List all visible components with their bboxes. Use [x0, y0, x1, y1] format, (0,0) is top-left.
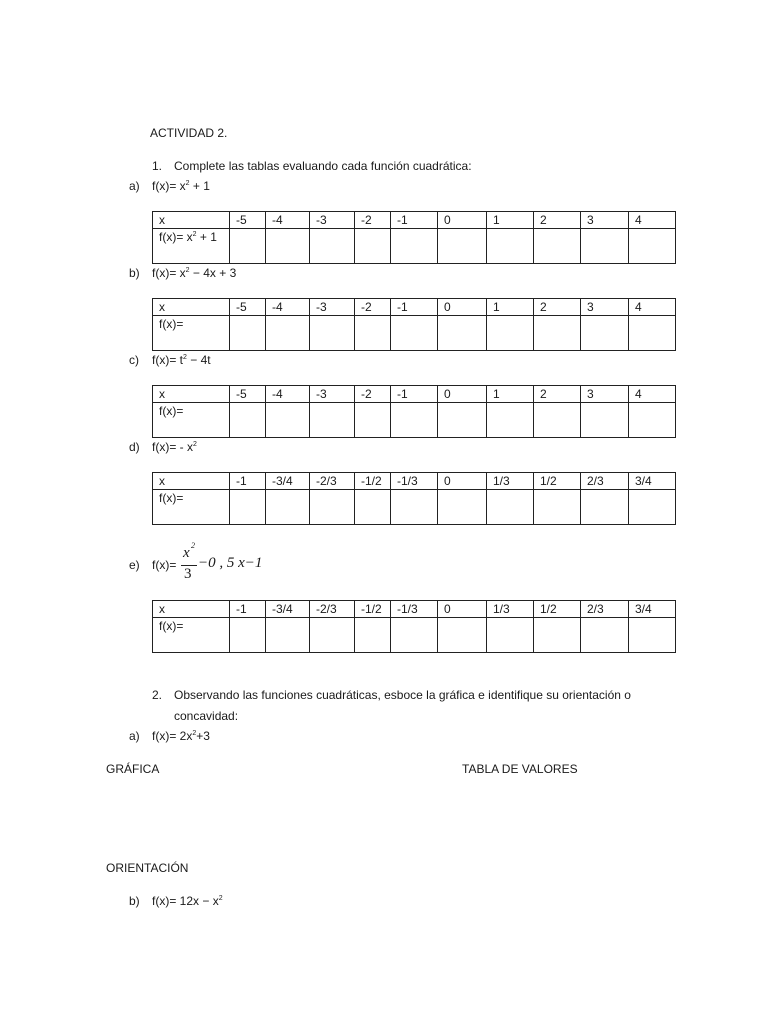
- answer-cell[interactable]: [230, 403, 266, 438]
- answer-cell[interactable]: [629, 316, 676, 351]
- item-b-letter: b): [129, 266, 140, 280]
- x-value-cell: -4: [266, 386, 310, 403]
- x-value-cell: 4: [629, 299, 676, 316]
- x-value-cell: 4: [629, 212, 676, 229]
- table-e: [152, 600, 676, 653]
- answer-cell[interactable]: [487, 403, 534, 438]
- answer-cell[interactable]: [310, 490, 355, 525]
- answer-cell[interactable]: [629, 618, 676, 653]
- answer-cell[interactable]: [355, 229, 391, 264]
- answer-cell[interactable]: [310, 403, 355, 438]
- orientacion-label: ORIENTACIÓN: [106, 861, 189, 875]
- answer-cell[interactable]: [438, 316, 487, 351]
- x-value-cell: 1/2: [534, 473, 581, 490]
- table-row-x: [153, 299, 676, 316]
- row-label-fx: f(x)=: [153, 316, 230, 351]
- formula-numerator: x: [183, 545, 190, 561]
- x-value-cell: 0: [438, 473, 487, 490]
- x-value-cell: -2/3: [310, 601, 355, 618]
- q2-b-function: $f(x)= 12x - x^2$: [152, 894, 223, 908]
- answer-cell[interactable]: [310, 229, 355, 264]
- row-label-x: x: [153, 299, 230, 316]
- item-a-letter: a): [129, 179, 140, 193]
- x-value-cell: -1/3: [391, 473, 438, 490]
- formula-rest: −0 , 5 x−1: [198, 555, 263, 571]
- x-value-cell: 0: [438, 299, 487, 316]
- q2-number: 2.: [152, 688, 163, 702]
- x-value-cell: 3: [581, 386, 629, 403]
- x-value-cell: 2/3: [581, 473, 629, 490]
- answer-cell[interactable]: [581, 316, 629, 351]
- item-e-function-prefix: f(x)=: [152, 558, 177, 572]
- x-value-cell: -1: [230, 473, 266, 490]
- x-value-cell: -3/4: [266, 473, 310, 490]
- tabla-valores-label: TABLA DE VALORES: [462, 762, 578, 776]
- answer-cell[interactable]: [534, 316, 581, 351]
- row-label-x: x: [153, 473, 230, 490]
- table-row-fx: [153, 403, 676, 438]
- answer-cell[interactable]: [438, 618, 487, 653]
- x-value-cell: -1: [391, 386, 438, 403]
- answer-cell[interactable]: [266, 490, 310, 525]
- row-label-fx: $f(x)= x^2 + 1$: [153, 229, 230, 264]
- x-value-cell: -1: [230, 601, 266, 618]
- answer-cell[interactable]: [581, 403, 629, 438]
- answer-cell[interactable]: [230, 618, 266, 653]
- x-value-cell: 3: [581, 212, 629, 229]
- x-value-cell: 2: [534, 386, 581, 403]
- answer-cell[interactable]: [266, 316, 310, 351]
- answer-cell[interactable]: [391, 403, 438, 438]
- answer-cell[interactable]: [438, 403, 487, 438]
- answer-cell[interactable]: [355, 403, 391, 438]
- item-e-letter: e): [129, 558, 140, 572]
- item-a-function: $f(x)= x^2 + 1$: [152, 179, 210, 193]
- answer-cell[interactable]: [629, 490, 676, 525]
- answer-cell[interactable]: [230, 316, 266, 351]
- table-row-fx: [153, 229, 676, 264]
- q2-a-letter: a): [129, 729, 140, 743]
- answer-cell[interactable]: [355, 618, 391, 653]
- answer-cell[interactable]: [487, 618, 534, 653]
- x-value-cell: 1: [487, 299, 534, 316]
- formula-exponent: 2: [191, 541, 195, 550]
- x-value-cell: 2: [534, 212, 581, 229]
- x-value-cell: 1: [487, 212, 534, 229]
- x-value-cell: 0: [438, 601, 487, 618]
- x-value-cell: -1/3: [391, 601, 438, 618]
- answer-cell[interactable]: [391, 316, 438, 351]
- x-value-cell: -1/2: [355, 473, 391, 490]
- formula-denominator: 3: [184, 566, 192, 582]
- grafica-label: GRÁFICA: [106, 762, 160, 776]
- x-value-cell: -1: [391, 212, 438, 229]
- answer-cell[interactable]: [355, 316, 391, 351]
- table-row-fx: [153, 618, 676, 653]
- answer-cell[interactable]: [391, 490, 438, 525]
- answer-cell[interactable]: [266, 403, 310, 438]
- x-value-cell: 3/4: [629, 473, 676, 490]
- answer-cell[interactable]: [487, 316, 534, 351]
- x-value-cell: -4: [266, 299, 310, 316]
- item-c-function: $f(x)= t^2 - 4t$: [152, 353, 211, 367]
- x-value-cell: 0: [438, 212, 487, 229]
- answer-cell[interactable]: [230, 490, 266, 525]
- x-value-cell: -1: [391, 299, 438, 316]
- x-value-cell: 2/3: [581, 601, 629, 618]
- x-value-cell: -3: [310, 386, 355, 403]
- x-value-cell: 3: [581, 299, 629, 316]
- x-value-cell: -2: [355, 299, 391, 316]
- table-row-x: [153, 212, 676, 229]
- row-label-x: x: [153, 212, 230, 229]
- table-row-x: [153, 473, 676, 490]
- x-value-cell: -2: [355, 386, 391, 403]
- q2-b-letter: b): [129, 894, 140, 908]
- answer-cell[interactable]: [581, 618, 629, 653]
- q1-text: Complete las tablas evaluando cada función cuadrática:: [174, 159, 472, 173]
- answer-cell[interactable]: [581, 490, 629, 525]
- answer-cell[interactable]: [629, 403, 676, 438]
- item-d-function: $f(x)= - x^2$: [152, 440, 197, 454]
- x-value-cell: -2: [355, 212, 391, 229]
- table-row-x: [153, 386, 676, 403]
- x-value-cell: -4: [266, 212, 310, 229]
- row-label-x: x: [153, 601, 230, 618]
- x-value-cell: -3: [310, 299, 355, 316]
- answer-cell[interactable]: [629, 229, 676, 264]
- answer-cell[interactable]: [487, 490, 534, 525]
- x-value-cell: -1/2: [355, 601, 391, 618]
- activity-title: ACTIVIDAD 2.: [150, 126, 228, 140]
- table-c: [152, 385, 676, 438]
- x-value-cell: -3/4: [266, 601, 310, 618]
- x-value-cell: 1: [487, 386, 534, 403]
- table-a: [152, 211, 676, 264]
- answer-cell[interactable]: [438, 229, 487, 264]
- x-value-cell: 0: [438, 386, 487, 403]
- answer-cell[interactable]: [355, 490, 391, 525]
- table-row-x: [153, 601, 676, 618]
- q2-a-function: $f(x)= 2x^2+3$: [152, 729, 210, 743]
- table-d: [152, 472, 676, 525]
- table-row-fx: [153, 490, 676, 525]
- answer-cell[interactable]: [310, 316, 355, 351]
- row-label-fx: f(x)=: [153, 490, 230, 525]
- answer-cell[interactable]: [391, 618, 438, 653]
- table-row-fx: [153, 316, 676, 351]
- row-label-x: x: [153, 386, 230, 403]
- q1-number: 1.: [152, 159, 163, 173]
- x-value-cell: -3: [310, 212, 355, 229]
- answer-cell[interactable]: [581, 229, 629, 264]
- x-value-cell: 2: [534, 299, 581, 316]
- table-b: [152, 298, 676, 351]
- row-label-fx: f(x)=: [153, 403, 230, 438]
- x-value-cell: -2/3: [310, 473, 355, 490]
- answer-cell[interactable]: [266, 229, 310, 264]
- x-value-cell: 1/3: [487, 601, 534, 618]
- item-b-function: $f(x)= x^2 - 4x + 3$: [152, 266, 237, 280]
- answer-cell[interactable]: [391, 229, 438, 264]
- answer-cell[interactable]: [438, 490, 487, 525]
- q2-text-line1: Observando las funciones cuadráticas, esboce la gráfica e identifique su orientación o: [174, 688, 631, 702]
- x-value-cell: 4: [629, 386, 676, 403]
- answer-cell[interactable]: [266, 618, 310, 653]
- x-value-cell: 1/2: [534, 601, 581, 618]
- item-c-letter: c): [129, 353, 139, 367]
- answer-cell[interactable]: [487, 229, 534, 264]
- x-value-cell: -5: [230, 299, 266, 316]
- answer-cell[interactable]: [534, 490, 581, 525]
- answer-cell[interactable]: [534, 403, 581, 438]
- answer-cell[interactable]: [230, 229, 266, 264]
- q2-text-line2: concavidad:: [174, 709, 239, 723]
- answer-cell[interactable]: [534, 229, 581, 264]
- answer-cell[interactable]: [310, 618, 355, 653]
- x-value-cell: -5: [230, 212, 266, 229]
- answer-cell[interactable]: [534, 618, 581, 653]
- x-value-cell: 1/3: [487, 473, 534, 490]
- row-label-fx: f(x)=: [153, 618, 230, 653]
- item-d-letter: d): [129, 440, 140, 454]
- x-value-cell: 3/4: [629, 601, 676, 618]
- x-value-cell: -5: [230, 386, 266, 403]
